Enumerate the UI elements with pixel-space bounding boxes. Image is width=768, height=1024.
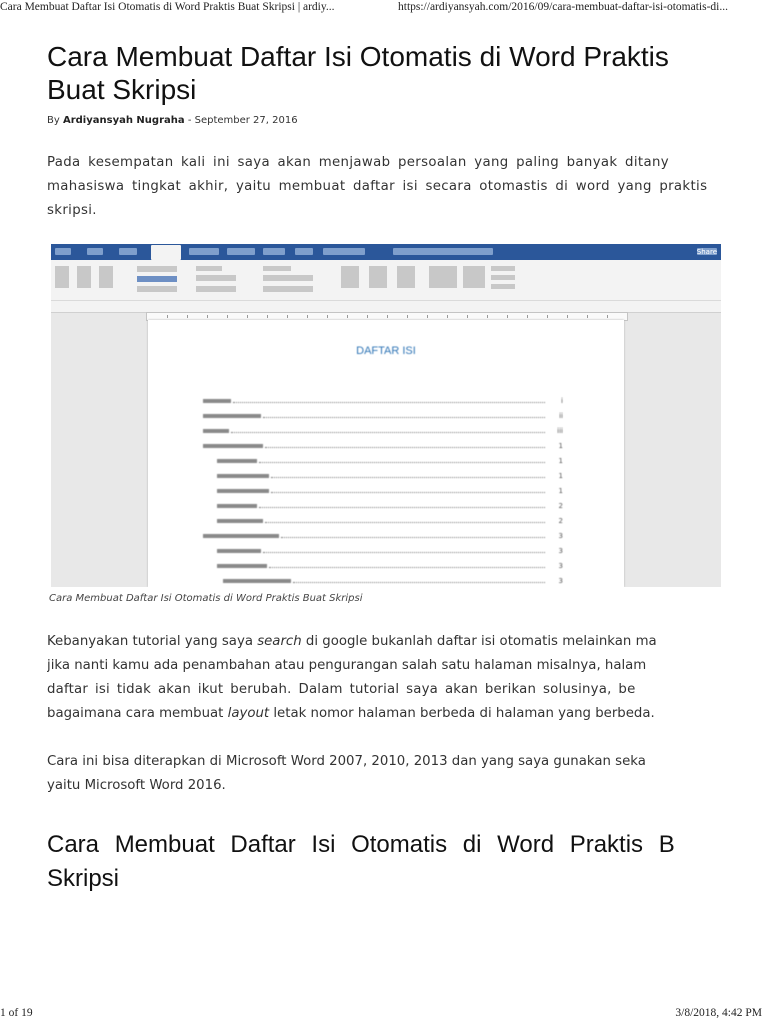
toc-leader-dots: [265, 522, 545, 523]
figure-caption: Cara Membuat Daftar Isi Otomatis di Word Praktis Buat Skripsi: [49, 593, 363, 604]
toc-row: [203, 547, 563, 555]
toc-entry-label: [203, 534, 279, 538]
toc-leader-dots: [269, 567, 545, 568]
print-page-title: Cara Membuat Daftar Isi Otomatis di Word Praktis Buat Skripsi | ardiy...: [0, 1, 335, 13]
paragraph-2: [47, 630, 721, 726]
p2-text: bagaimana cara membuat: [47, 706, 228, 721]
meta-separator: -: [187, 115, 192, 126]
toc-row: [203, 562, 563, 570]
p2-em-layout: layout: [227, 706, 270, 721]
p2-line-2: jika nanti kamu ada penambahan atau pengurangan salah satu halaman misalnya, halam: [47, 658, 647, 673]
toc-page-number: 1: [558, 442, 563, 450]
toc-leader-dots: [231, 432, 545, 433]
toc-row: [203, 577, 563, 585]
intro-line-2: mahasiswa tingkat akhir, yaitu membuat daftar isi secara otomastis di word yang praktis: [47, 179, 708, 194]
p3-line-1: Cara ini bisa diterapkan di Microsoft Word 2007, 2010, 2013 dan yang saya gunakan seka: [47, 754, 646, 769]
toc-page-number: 3: [558, 547, 563, 555]
share-label: Share: [696, 248, 717, 256]
post-title-line-1: Cara Membuat Daftar Isi Otomatis di Word Praktis: [47, 41, 669, 72]
paragraph-3: [47, 750, 721, 798]
toc-entry-label: [217, 459, 257, 463]
p2-line-3: daftar isi tidak akan ikut berubah. Dalam tutorial saya akan berikan solusinya, be: [47, 682, 636, 697]
p2-text: letak nomor halaman berbeda di halaman yang berbeda.: [269, 706, 655, 721]
toc-leader-dots: [281, 537, 545, 538]
doc-title: DAFTAR ISI: [356, 345, 416, 357]
toc-row: [203, 397, 563, 405]
toc-row: [203, 442, 563, 450]
toc-page-number: 2: [558, 517, 563, 525]
toc-entry-label: [217, 549, 261, 553]
toc-entry-label: [217, 504, 257, 508]
meta-by: By: [47, 115, 60, 126]
toc-page-number: iii: [557, 427, 563, 435]
toc-entry-label: [217, 474, 269, 478]
toc-page-number: ii: [559, 412, 563, 420]
word-screenshot-image: [51, 244, 721, 587]
toc-page-number: 1: [558, 457, 563, 465]
toc-row: [203, 487, 563, 495]
toc-page-number: 2: [558, 502, 563, 510]
toc-entry-label: [203, 399, 231, 403]
section-heading: [47, 828, 675, 896]
toc-page-number: 3: [558, 577, 563, 585]
toc-row: [203, 412, 563, 420]
toc-row: [203, 502, 563, 510]
toc-leader-dots: [271, 492, 545, 493]
p2-text: Kebanyakan tutorial yang saya: [47, 634, 258, 649]
toc-leader-dots: [233, 402, 545, 403]
print-page-count: 1 of 19: [0, 1007, 33, 1019]
article: [47, 40, 721, 1000]
post-meta: [47, 115, 721, 126]
post-title: [47, 40, 721, 106]
toc-entry-label: [217, 489, 269, 493]
toc-row: [203, 472, 563, 480]
intro-line-1: Pada kesempatan kali ini saya akan menjawab persoalan yang paling banyak ditany: [47, 155, 669, 170]
toc-row: [203, 517, 563, 525]
toc-row: [203, 457, 563, 465]
toc-entry-label: [217, 519, 263, 523]
p3-line-2: yaitu Microsoft Word 2016.: [47, 778, 226, 793]
intro-paragraph: [47, 151, 721, 223]
toc-page-number: 1: [558, 472, 563, 480]
toc-row: [203, 427, 563, 435]
toc-entry-label: [203, 414, 261, 418]
ribbon-body: [51, 260, 721, 313]
post-title-line-2: Buat Skripsi: [47, 74, 197, 105]
toc-leader-dots: [265, 447, 545, 448]
toc-entry-label: [223, 579, 291, 583]
toc-row: [203, 532, 563, 540]
section-heading-line-1: Cara Membuat Daftar Isi Otomatis di Word Praktis B: [47, 831, 675, 858]
author-link[interactable]: Ardiyansyah Nugraha: [62, 115, 185, 126]
toc-leader-dots: [263, 552, 545, 553]
section-heading-line-2: Skripsi: [47, 865, 120, 892]
toc-entry-label: [203, 444, 263, 448]
toc-entry-label: [203, 429, 229, 433]
p2-em-search: search: [257, 634, 302, 649]
toc-leader-dots: [259, 507, 545, 508]
post-date: September 27, 2016: [194, 115, 298, 126]
ribbon-tabs: [51, 244, 721, 260]
print-header: [0, 0, 768, 18]
p2-text: di google bukanlah daftar isi otomatis melainkan ma: [301, 634, 657, 649]
toc-page-number: 3: [558, 532, 563, 540]
toc-entry-label: [217, 564, 267, 568]
toc-page-number: i: [561, 397, 563, 405]
toc-leader-dots: [263, 417, 545, 418]
toc-leader-dots: [293, 582, 545, 583]
print-url: https://ardiyansyah.com/2016/09/cara-membuat-daftar-isi-otomatis-di...: [398, 1, 728, 13]
toc-page-number: 3: [558, 562, 563, 570]
print-footer: [0, 1007, 768, 1024]
toc-leader-dots: [259, 462, 545, 463]
toc-leader-dots: [271, 477, 545, 478]
toc-page-number: 1: [558, 487, 563, 495]
intro-line-3: skripsi.: [47, 203, 97, 218]
document-page: [148, 320, 624, 587]
print-date: 3/8/2018, 4:42 PM: [675, 1007, 762, 1019]
